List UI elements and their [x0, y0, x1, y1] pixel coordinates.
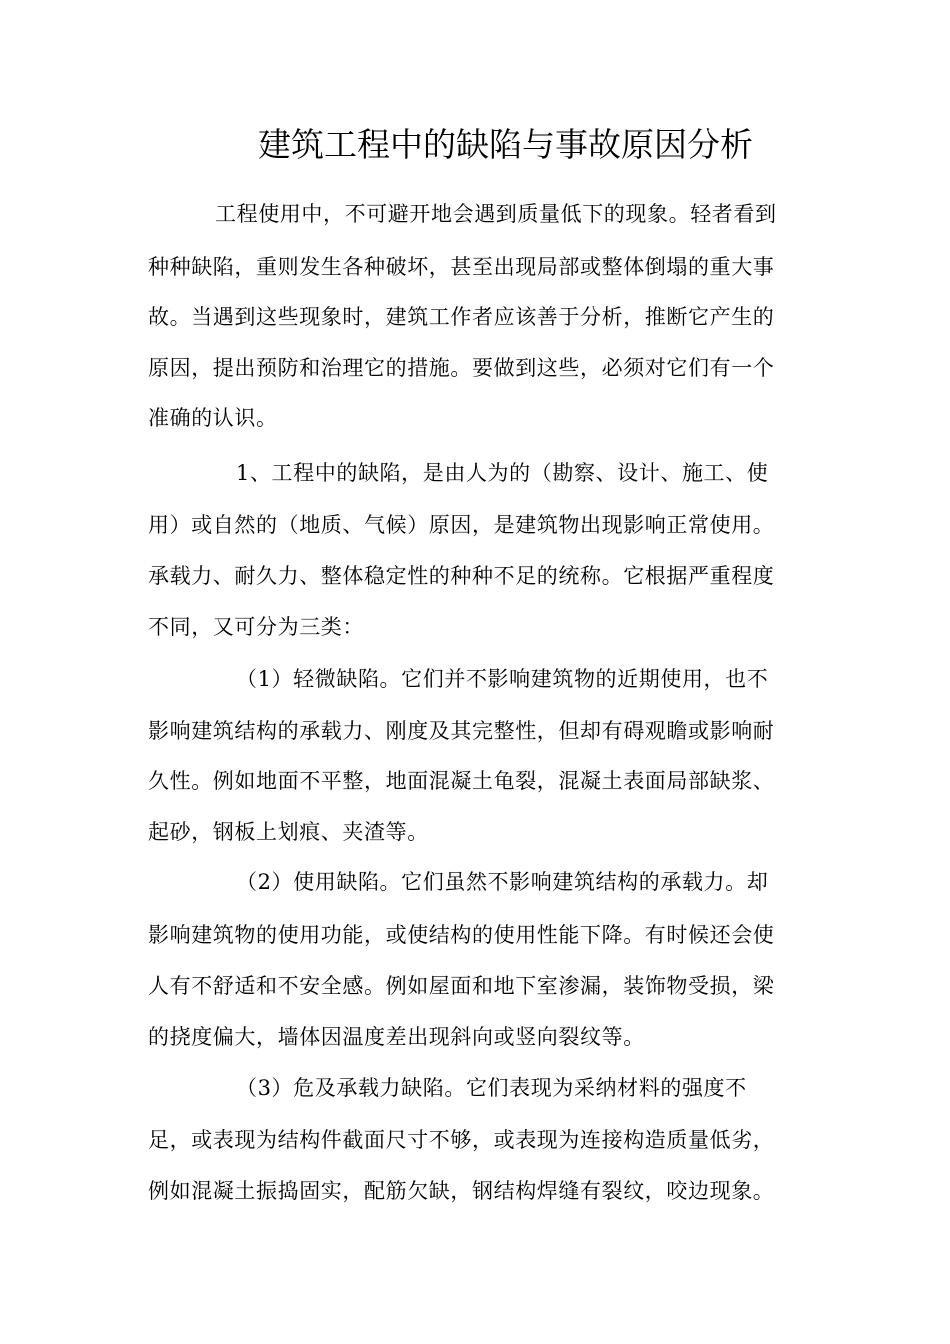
- text-line: 久性。例如地面不平整，地面混凝土龟裂，混凝土表面局部缺浆、: [148, 769, 775, 793]
- text-line: 故。当遇到这些现象时，建筑工作者应该善于分析，推断它产生的: [148, 305, 775, 329]
- text-line: 用）或自然的（地质、气候）原因，是建筑物出现影响正常使用。: [148, 513, 775, 537]
- text-line: 不同，又可分为三类：: [148, 615, 364, 639]
- text-line: （2）使用缺陷。它们虽然不影响建筑结构的承载力。却: [236, 870, 769, 894]
- text-line: 人有不舒适和不安全感。例如屋面和地下室渗漏，装饰物受损，梁: [148, 974, 775, 998]
- text-line: 起砂，钢板上划痕、夹渣等。: [148, 820, 429, 844]
- text-line: 影响建筑物的使用功能，或使结构的使用性能下降。有时候还会使: [148, 923, 775, 947]
- text-line: 足，或表现为结构件截面尺寸不够，或表现为连接构造质量低劣，: [148, 1128, 775, 1152]
- text-line: （1）轻微缺陷。它们并不影响建筑物的近期使用，也不: [236, 667, 769, 691]
- text-line: 工程使用中，不可避开地会遇到质量低下的现象。轻者看到: [215, 202, 777, 226]
- text-line: 准确的认识。: [148, 406, 278, 430]
- text-line: 种种缺陷，重则发生各种破坏，甚至出现局部或整体倒塌的重大事: [148, 255, 775, 279]
- text-line: 1、工程中的缺陷，是由人为的（勘察、设计、施工、使: [236, 461, 769, 485]
- text-line: 承载力、耐久力、整体稳定性的种种不足的统称。它根据严重程度: [148, 564, 775, 588]
- text-line: 例如混凝土振捣固实，配筋欠缺，钢结构焊缝有裂纹，咬边现象。: [148, 1179, 775, 1203]
- text-line: 的挠度偏大，墙体因温度差出现斜向或竖向裂纹等。: [148, 1025, 645, 1049]
- document-title: 建筑工程中的缺陷与事故原因分析: [258, 125, 753, 164]
- text-line: 影响建筑结构的承载力、刚度及其完整性，但却有碍观瞻或影响耐: [148, 719, 775, 743]
- text-line: 原因，提出预防和治理它的措施。要做到这些，必须对它们有一个: [148, 356, 775, 380]
- text-line: （3）危及承载力缺陷。它们表现为采纳材料的强度不: [236, 1076, 747, 1100]
